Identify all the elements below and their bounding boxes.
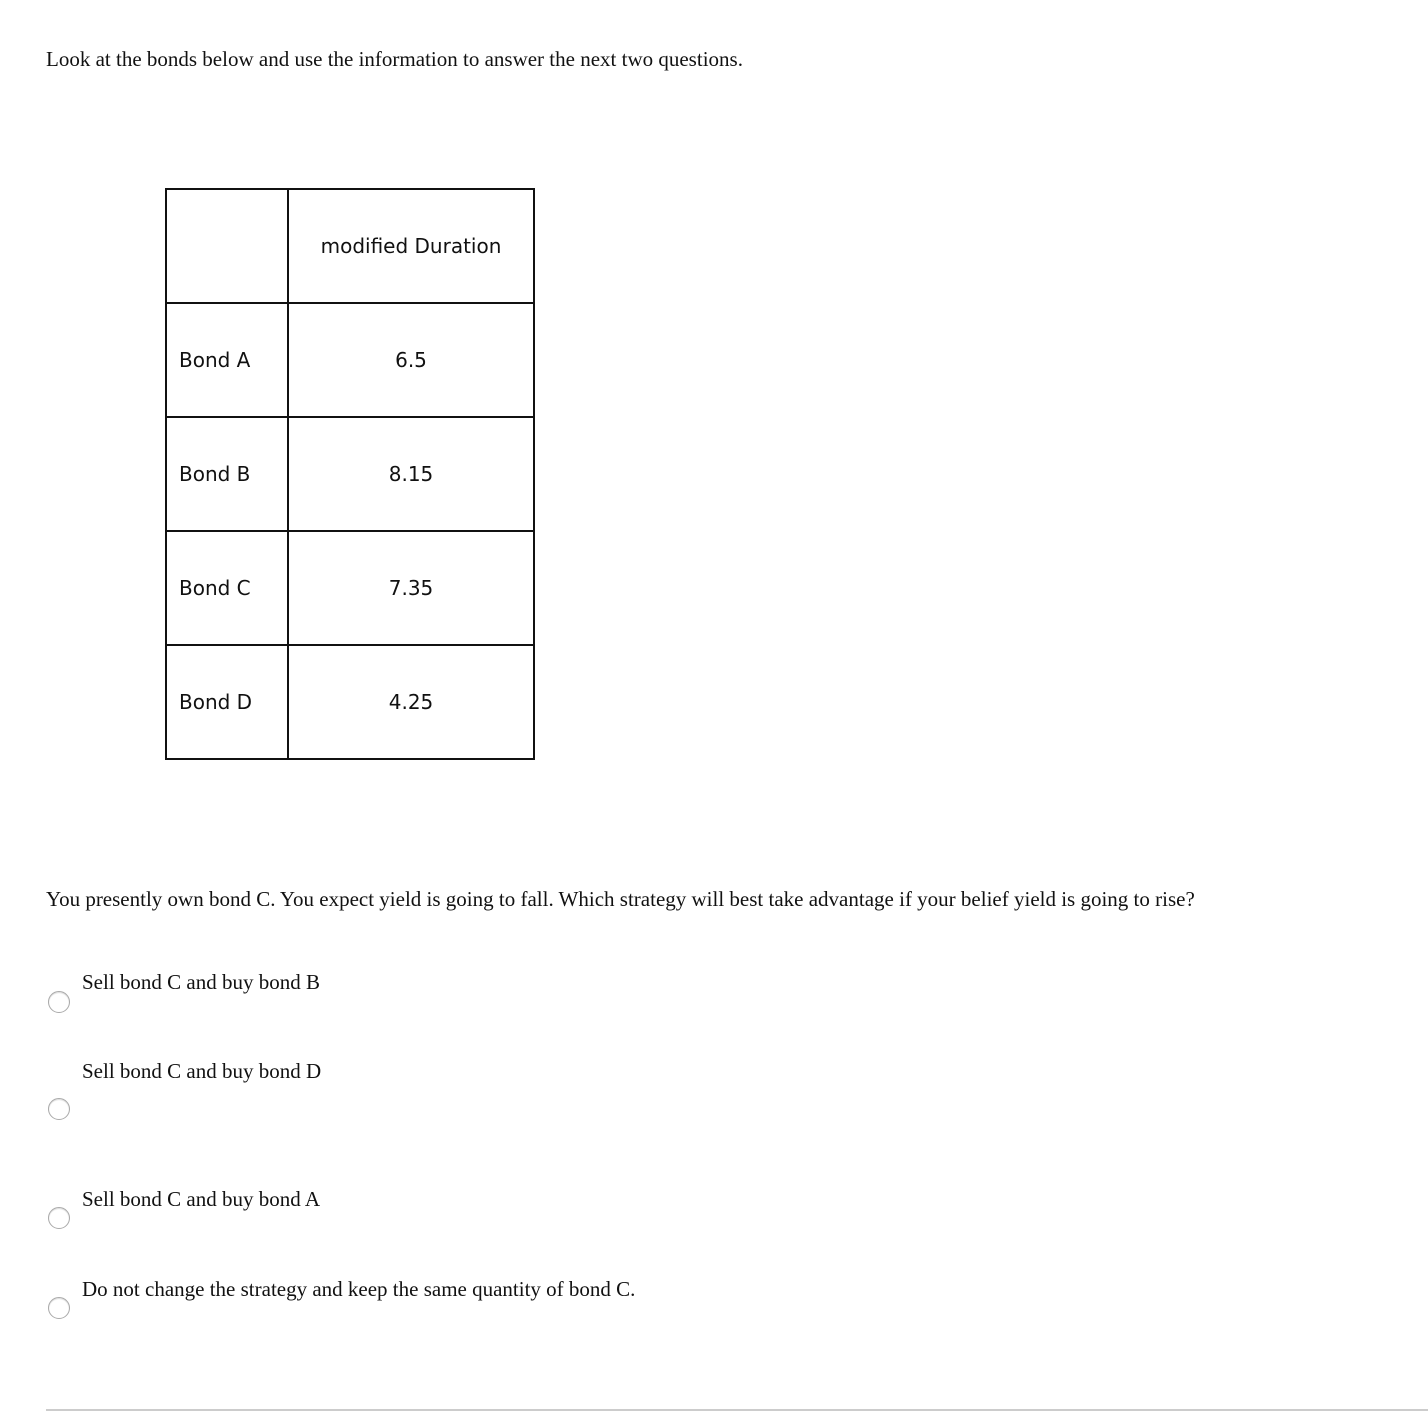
table-row xyxy=(166,531,534,645)
table-cell-bond: Bond B xyxy=(166,417,288,531)
table-header-modified-duration: modified Duration xyxy=(288,189,534,303)
radio-button[interactable] xyxy=(48,1098,70,1120)
table-row xyxy=(166,303,534,417)
radio-button[interactable] xyxy=(48,1297,70,1319)
answer-option-3[interactable] xyxy=(0,1185,800,1245)
bottom-divider xyxy=(46,1409,1428,1411)
answer-option-2[interactable] xyxy=(0,1057,800,1117)
radio-button[interactable] xyxy=(48,1207,70,1229)
table-header-empty-cell xyxy=(166,189,288,303)
answer-option-label: Sell bond C and buy bond B xyxy=(82,970,321,994)
table-cell-bond: Bond C xyxy=(166,531,288,645)
table-row xyxy=(166,645,534,759)
answer-option-label: Sell bond C and buy bond D xyxy=(82,1059,322,1083)
question-text: You presently own bond C. You expect yield is going to fall. Which strategy will best take advantage if your belief yield is going to rise? xyxy=(46,887,1195,911)
table-cell-bond: Bond A xyxy=(166,303,288,417)
intro-text: Look at the bonds below and use the information to answer the next two questions. xyxy=(46,47,743,71)
table-cell-bond: Bond D xyxy=(166,645,288,759)
table-cell-duration: 4.25 xyxy=(288,645,534,759)
answer-option-label: Sell bond C and buy bond A xyxy=(82,1187,321,1211)
table-cell-duration: 7.35 xyxy=(288,531,534,645)
answer-option-label: Do not change the strategy and keep the same quantity of bond C. xyxy=(82,1277,636,1301)
answer-option-4[interactable] xyxy=(0,1275,800,1335)
radio-button[interactable] xyxy=(48,991,70,1013)
bond-duration-table xyxy=(165,188,535,760)
table-header-row xyxy=(166,189,534,303)
table-cell-duration: 6.5 xyxy=(288,303,534,417)
table-row xyxy=(166,417,534,531)
table-cell-duration: 8.15 xyxy=(288,417,534,531)
answer-option-1[interactable] xyxy=(0,968,800,1028)
